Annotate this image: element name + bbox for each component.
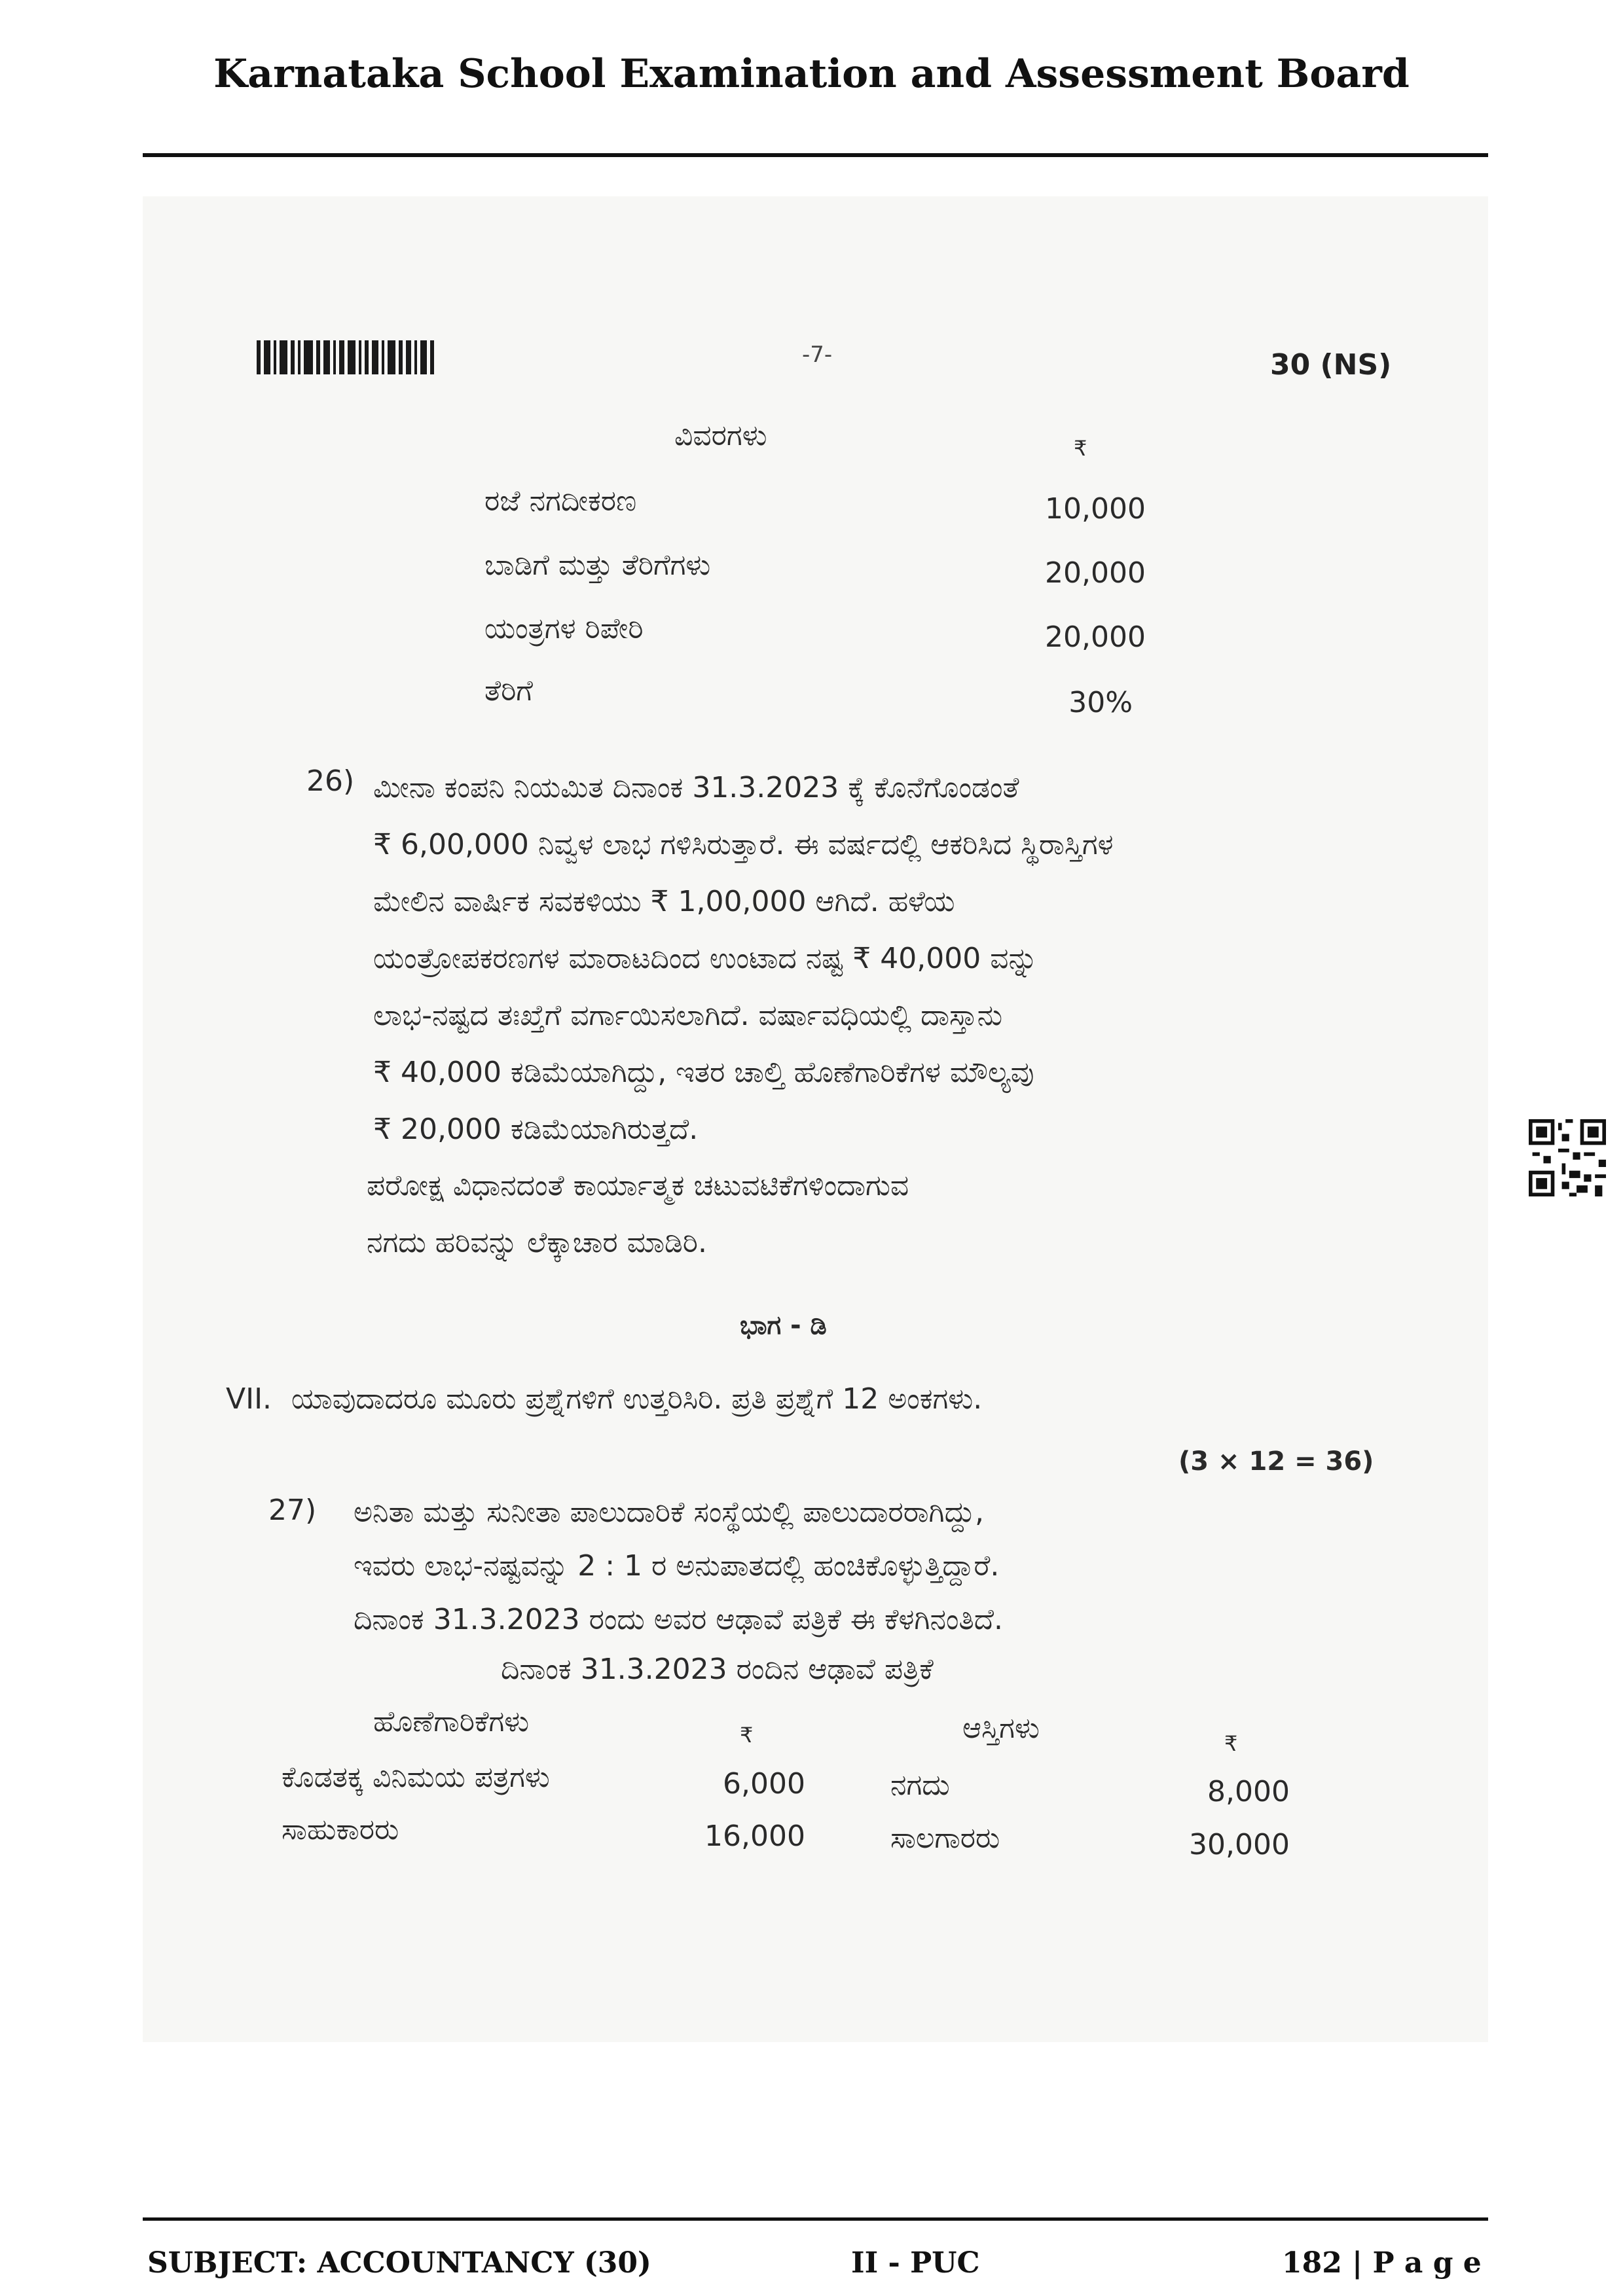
table1-row-label: ಯಂತ್ರಗಳ ರಿಪೇರಿ	[484, 612, 644, 645]
question-number: 26)	[306, 764, 355, 798]
section-title: ಭಾಗ - ಡಿ	[740, 1310, 827, 1340]
text-line: ಮೀನಾ ಕಂಪನಿ ನಿಯಮಿತ ದಿನಾಂಕ 31.3.2023 ಕ್ಕೆ ಕೊನೆಗೊಂಡಂತೆ	[373, 771, 1019, 804]
text-line: ನಗದು ಹರಿವನ್ನು ಲೆಕ್ಕಾಚಾರ ಮಾಡಿರಿ.	[367, 1226, 707, 1259]
table1-row-value: 20,000	[1045, 620, 1146, 654]
balance-sheet-title: ದಿನಾಂಕ 31.3.2023 ರಂದಿನ ಆಢಾವೆ ಪತ್ರಿಕೆ	[501, 1653, 934, 1686]
bs-liabilities-head: ಹೊಣೆಗಾರಿಕೆಗಳು	[373, 1705, 530, 1738]
barcode-image	[257, 340, 440, 374]
page-header-title: Karnataka School Examination and Assessment Board	[213, 51, 1410, 97]
bs-assets-unit: ₹	[1224, 1731, 1238, 1756]
table1-head-label: ವಿವರಗಳು	[674, 419, 767, 452]
bs-asset-amount: 8,000	[1207, 1775, 1290, 1808]
bs-asset-item: ಸಾಲಗಾರರು	[890, 1821, 1000, 1855]
table1-row-value: 30%	[1068, 686, 1133, 719]
text-line: ಮೇಲಿನ ವಾರ್ಷಿಕ ಸವಕಳಿಯು ₹ 1,00,000 ಆಗಿದೆ. ಹಳೆಯ	[373, 885, 955, 918]
text-line: ₹ 40,000 ಕಡಿಮೆಯಾಗಿದ್ದು, ಇತರ ಚಾಲ್ತಿ ಹೊಣೆಗಾರಿಕೆಗಳ ಮೌಲ್ಯವು	[373, 1056, 1034, 1089]
bs-assets-head: ಆಸ್ತಿಗಳು	[962, 1712, 1040, 1745]
paper-code: 30 (NS)	[1270, 348, 1392, 382]
table1-row-value: 10,000	[1045, 492, 1146, 526]
qr-code-icon	[1529, 1119, 1606, 1196]
scan-page-number: -7-	[802, 342, 833, 368]
table1-row-value: 20,000	[1045, 556, 1146, 590]
header-rule	[143, 153, 1488, 157]
text-line: ಯಂತ್ರೋಪಕರಣಗಳ ಮಾರಾಟದಿಂದ ಉಂಟಾದ ನಷ್ಟ ₹ 40,000 ವನ್ನು	[373, 942, 1038, 975]
question-26-instruction	[367, 1157, 1368, 1271]
text-line: ಇವರು ಲಾಭ-ನಷ್ಟವನ್ನು 2 : 1 ರ ಅನುಪಾತದಲ್ಲಿ ಹಂಚಿಕೊಳ್ಳುತ್ತಿದ್ದಾರೆ.	[354, 1549, 1000, 1583]
bs-asset-amount: 30,000	[1189, 1828, 1290, 1861]
table1-head-unit: ₹	[1074, 436, 1087, 461]
footer-rule	[143, 2217, 1488, 2221]
footer-subject: SUBJECT: ACCOUNTANCY (30)	[147, 2246, 651, 2280]
bs-liability-item: ಸಾಹುಕಾರರು	[282, 1813, 399, 1846]
section-marks: (3 × 12 = 36)	[1178, 1446, 1374, 1477]
text-line: ಪರೋಕ್ಷ ವಿಧಾನದಂತೆ ಕಾರ್ಯಾತ್ಮಕ ಚಟುವಟಿಕೆಗಳಿಂದಾಗುವ	[367, 1169, 909, 1202]
table1-row-label: ಬಾಡಿಗೆ ಮತ್ತು ತೆರಿಗೆಗಳು	[484, 548, 711, 582]
bs-liability-amount: 6,000	[723, 1767, 805, 1801]
bs-asset-item: ನಗದು	[890, 1768, 950, 1802]
text-line: ದಿನಾಂಕ 31.3.2023 ರಂದು ಅವರ ಆಢಾವೆ ಪತ್ರಿಕೆ ಈ ಕೆಳಗಿನಂತಿದೆ.	[354, 1603, 1003, 1636]
footer-class: II - PUC	[851, 2246, 980, 2280]
text-line: ಲಾಭ-ನಷ್ಟದ ತಃಖ್ತೆಗೆ ವರ್ಗಾಯಿಸಲಾಗಿದೆ. ವರ್ಷಾವಧಿಯಲ್ಲಿ ದಾಸ್ತಾನು	[373, 999, 1003, 1032]
text-line: ₹ 6,00,000 ನಿವ್ವಳ ಲಾಭ ಗಳಿಸಿರುತ್ತಾರೆ. ಈ ವರ್ಷದಲ್ಲಿ ಆಕರಿಸಿದ ಸ್ಥಿರಾಸ್ತಿಗಳ	[373, 828, 1114, 861]
bs-liability-item: ಕೊಡತಕ್ಕ ವಿನಿಮಯ ಪತ್ರಗಳು	[282, 1761, 550, 1794]
question-number: 27)	[268, 1494, 317, 1527]
question-26-text	[373, 759, 1375, 1158]
table1-row-label: ತೆರಿಗೆ	[484, 674, 533, 708]
bs-liabilities-unit: ₹	[740, 1723, 754, 1748]
section-instruction: ಯಾವುದಾದರೂ ಮೂರು ಪ್ರಶ್ನೆಗಳಿಗೆ ಉತ್ತರಿಸಿರಿ. ಪ್ರತಿ ಪ್ರಶ್ನೆಗೆ 12 ಅಂಕಗಳು.	[291, 1382, 983, 1416]
text-line: ಅನಿತಾ ಮತ್ತು ಸುನೀತಾ ಪಾಲುದಾರಿಕೆ ಸಂಸ್ಥೆಯಲ್ಲಿ ಪಾಲುದಾರರಾಗಿದ್ದು,	[354, 1496, 985, 1529]
bs-liability-amount: 16,000	[704, 1820, 805, 1853]
section-roman: VII.	[226, 1382, 272, 1416]
text-line: ₹ 20,000 ಕಡಿಮೆಯಾಗಿರುತ್ತದೆ.	[373, 1113, 699, 1146]
table1-row-label: ರಜೆ ನಗದೀಕರಣ	[484, 484, 637, 518]
question-27-text	[354, 1486, 1388, 1647]
footer-page: 182 | P a g e	[1282, 2246, 1482, 2280]
